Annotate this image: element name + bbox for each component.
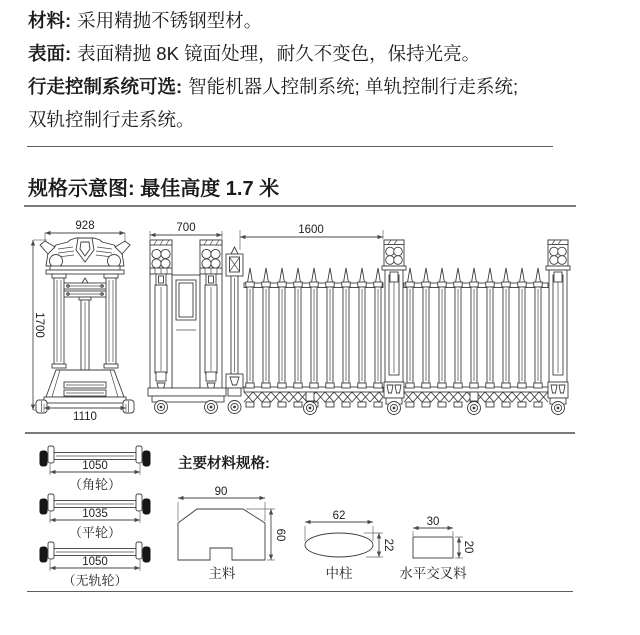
dim-centre-post-width: 62 xyxy=(332,510,346,522)
lead-post-drawing xyxy=(226,247,243,414)
product-specs xyxy=(28,4,573,136)
spec-text: 智能机器人控制系统; 单轨控制行走系统; xyxy=(188,76,519,97)
divider xyxy=(27,146,553,147)
trackless-wheel-drawing xyxy=(40,542,150,571)
gate-head-drawing xyxy=(33,220,134,423)
spec-line-control xyxy=(28,70,573,136)
spec-line-material xyxy=(28,4,573,37)
dim-main-profile-width: 90 xyxy=(214,486,228,498)
spec-label: 材料: xyxy=(28,10,72,31)
dim-corner-wheel: 1050 xyxy=(82,460,108,472)
wheel-label-flat: （平轮） xyxy=(68,525,121,540)
section-title: 规格示意图: 最佳高度 1.7 米 xyxy=(28,178,280,200)
dim-flat-wheel: 1035 xyxy=(82,508,108,520)
machine-unit-drawing xyxy=(148,222,226,414)
corner-wheel-drawing xyxy=(40,446,150,475)
dimension-section-width xyxy=(240,224,383,250)
materials-title: 主要材料规格: xyxy=(178,456,270,472)
dim-trackless-wheel: 1050 xyxy=(82,556,108,568)
dim-main-profile-height: 60 xyxy=(274,528,286,542)
divider xyxy=(25,432,575,434)
spec-label: 行走控制系统可选: xyxy=(28,76,183,97)
dim-head-width: 928 xyxy=(75,220,95,232)
flat-wheel-drawing xyxy=(40,494,150,523)
profile-label-centre-post: 中柱 xyxy=(325,566,353,581)
spec-line-surface xyxy=(28,37,573,70)
dim-cross-bar-width: 30 xyxy=(426,516,440,528)
end-post-drawing xyxy=(546,240,570,415)
dim-base-width: 1110 xyxy=(73,411,97,423)
fence-section-1-drawing xyxy=(244,268,383,415)
main-technical-drawing xyxy=(0,212,640,432)
spec-text-2: 双轨控制行走系统。 xyxy=(28,109,195,130)
cross-bar-profile-drawing xyxy=(413,516,474,558)
profile-label-main: 主料 xyxy=(208,566,236,581)
spec-text: 表面精抛 8K 镜面处理，耐久不变色，保持光亮。 xyxy=(77,43,481,64)
divider xyxy=(24,205,576,207)
fence-section-2-drawing xyxy=(404,268,548,415)
dim-machine-width: 700 xyxy=(176,222,196,234)
spec-label: 表面: xyxy=(28,43,72,64)
main-profile-drawing xyxy=(178,486,286,560)
profile-label-cross-bar: 水平交叉料 xyxy=(399,566,467,581)
dim-section-width: 1600 xyxy=(298,224,324,236)
centre-post-profile-drawing xyxy=(305,510,394,557)
dim-cross-bar-height: 20 xyxy=(462,540,474,554)
middle-post-drawing xyxy=(382,240,406,415)
wheel-label-corner: （角轮） xyxy=(68,477,121,492)
dim-total-height: 1700 xyxy=(33,312,45,338)
wheel-label-trackless: （无轨轮） xyxy=(62,573,128,588)
dim-centre-post-height: 22 xyxy=(382,538,394,552)
divider xyxy=(27,591,573,592)
spec-text: 采用精抛不锈钢型材。 xyxy=(77,10,263,31)
